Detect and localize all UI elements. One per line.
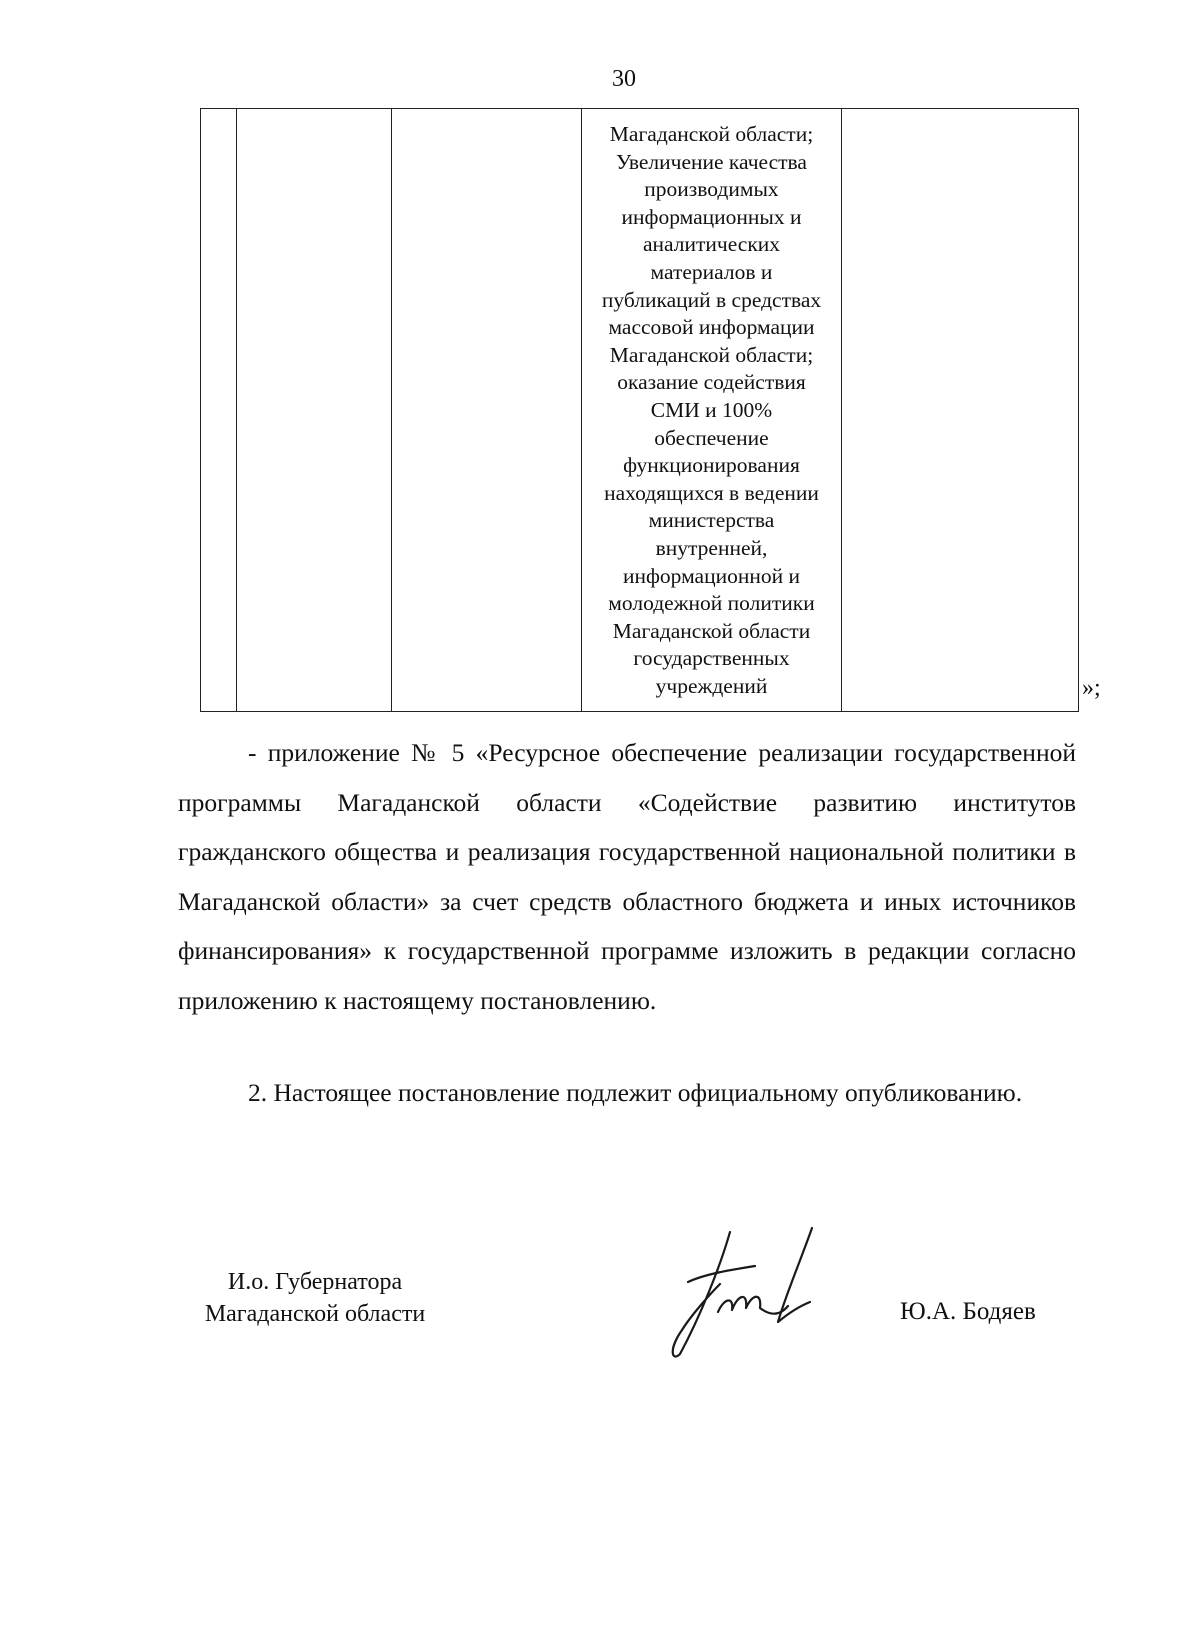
table-cell-empty-2 (392, 109, 582, 712)
table-row (201, 109, 1079, 712)
closing-quote-mark: »; (1082, 675, 1101, 701)
paragraph-appendix-5: - приложение № 5 «Ресурсное обеспечение реализации государственной программы Магаданской области «Содействие развитию институтов гражданского общества и реализация государственной национальной политики в Магаданской области» за счет средств областного бюджета и иных источников финансирования» к государственной программе изложить в редакции согласно приложению к настоящему постановлению. (178, 738, 1076, 1015)
table-cell-line: производимых (644, 177, 779, 202)
table-cell-line: функционирования (623, 453, 800, 478)
table-cell-line: аналитических (642, 232, 781, 257)
table-cell-line: материалов и (650, 259, 773, 284)
table-cell-line: Магаданской области (612, 618, 811, 643)
table-cell-line: обеспечение (654, 425, 769, 450)
table-cell-line: публикаций в средствах (601, 287, 822, 312)
table-cell-line: находящихся в ведении (604, 480, 819, 505)
table-cell-line: информационной и (622, 563, 801, 588)
signatory-title-line-2: Магаданской области (204, 1301, 426, 1327)
table-cell-line: государственных (633, 646, 790, 671)
signatory-title-line-1: И.о. Губернатора (227, 1269, 403, 1295)
table-cell-line: информационных и (621, 204, 802, 229)
table-cell-line: молодежной политики (608, 591, 815, 616)
table-cell-line: учреждений (655, 673, 768, 698)
page-number: 30 (612, 66, 636, 92)
table-cell-line: массовой информации (608, 315, 815, 340)
table-cell-empty-1 (237, 109, 392, 712)
signatory-title (180, 1266, 450, 1330)
table-cell-line: внутренней, (655, 535, 768, 560)
signer-name: Ю.А. Бодяев (900, 1298, 1036, 1325)
table-cell-results (582, 109, 842, 712)
table-cell-line: Увеличение качества (616, 149, 807, 174)
handwritten-signature-icon (660, 1222, 830, 1362)
paragraph-publication: 2. Настоящее постановление подлежит официальному опубликованию. (248, 1078, 1023, 1107)
table-cell-line: СМИ и 100% (650, 397, 773, 422)
table-cell-line: оказание содействия (617, 370, 806, 395)
table-cell-line: Магаданской области; (609, 122, 814, 146)
table-cell-text (582, 109, 841, 700)
table-cell-index (201, 109, 237, 712)
table-cell-line: Магаданской области; (609, 342, 814, 367)
continuation-table (200, 108, 1079, 712)
table-cell-line: министерства (648, 508, 775, 533)
table-cell-empty-3 (842, 109, 1079, 712)
